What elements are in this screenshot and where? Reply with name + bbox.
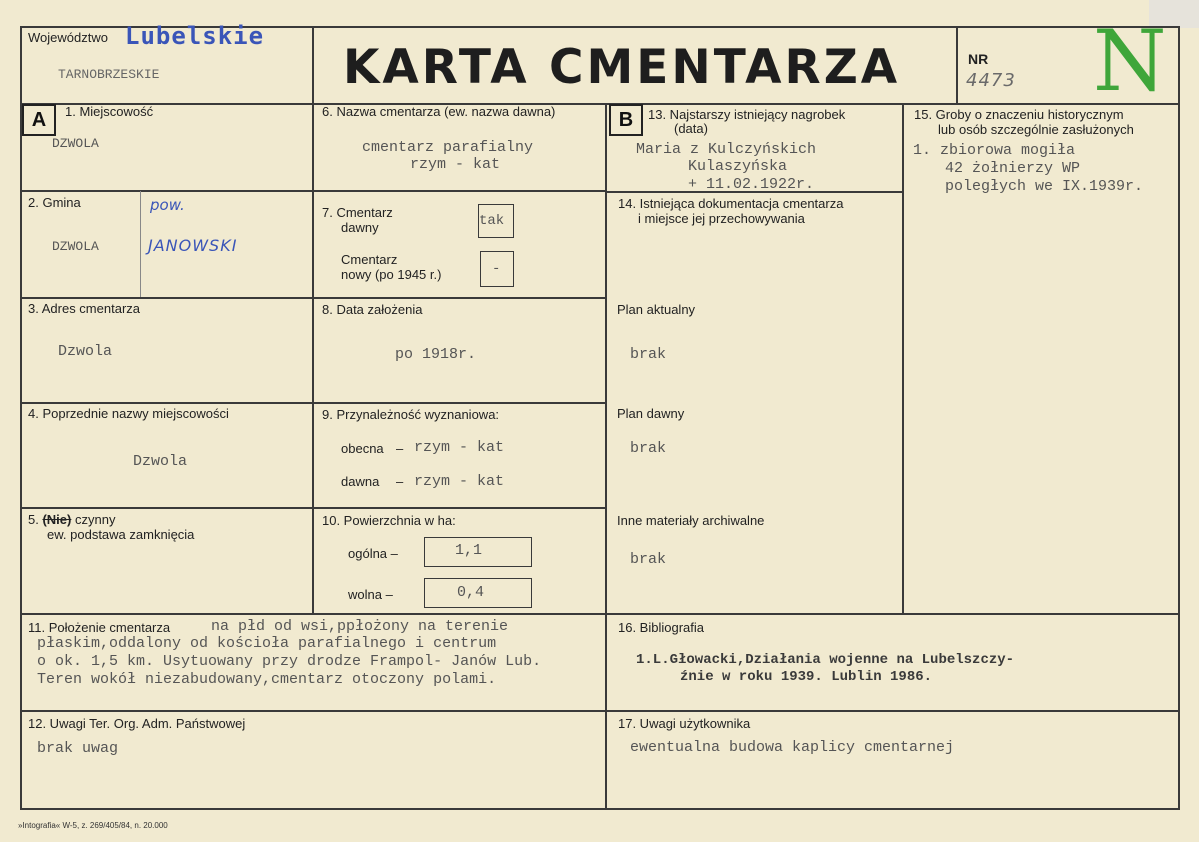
f15-line2: 42 żołnierzy WP [945,160,1081,177]
f9-dash2: – [396,474,404,489]
f6-line1: cmentarz parafialny [362,139,534,156]
f10-wolna-value: 0,4 [457,584,485,601]
f9-dash1: – [396,441,404,456]
wojewodztwo-label: Województwo [28,30,108,45]
divider-nr [956,26,958,104]
f7-nowy-box [480,251,514,287]
divider-h-header [20,103,1180,105]
f6-line2: rzym - kat [410,156,501,173]
f10-ogolna-value: 1,1 [455,542,483,559]
f14-inne-value: brak [630,551,667,568]
f14-plan-dawny-value: brak [630,440,667,457]
f15-line1: 1. zbiorowa mogiła [913,142,1076,159]
f15-line3: poległych we IX.1939r. [945,178,1144,195]
f16-line2: źnie w roku 1939. Lublin 1986. [680,669,933,685]
divider-h6 [20,613,1180,615]
f11-label: 11. Położenie cmentarza [28,620,171,635]
f10-ogolna-label: ogólna – [348,546,398,561]
printer-footer: »Intografia« W-5, z. 269/405/84, n. 20.000 [18,821,168,830]
f5-czynny: czynny [74,512,116,527]
f8-value: po 1918r. [395,346,477,363]
f4-value: Dzwola [133,453,188,470]
f10-wolna-label: wolna – [348,587,393,602]
divider-v3 [902,104,904,614]
f4-label: 4. Poprzednie nazwy miejscowości [28,406,229,421]
f15-label2: lub osób szczególnie zasłużonych [938,122,1134,137]
divider-v2 [605,104,607,810]
f5-line2: ew. podstawa zamknięcia [47,527,195,542]
f14-plan-dawny: Plan dawny [617,406,685,421]
f2-pow-value: JANOWSKI [148,236,238,255]
divider-h7 [20,710,1180,712]
divider-h3 [20,297,605,299]
f11-line2: płaskim,oddalony od kościoła parafialnego i centrum [37,635,497,652]
f7-label: 7. Cmentarz [322,205,393,220]
f7-nowy: nowy (po 1945 r.) [341,267,442,282]
f9-label: 9. Przynależność wyznaniowa: [322,407,500,422]
f14-inne: Inne materiały archiwalne [617,513,765,528]
wojewodztwo-stamp: Lubelskie [125,22,265,50]
f14-label2: i miejsce jej przechowywania [638,211,805,226]
border-bottom [20,808,1180,810]
f9-dawna-value: rzym - kat [414,473,505,490]
section-b-badge: B [609,104,643,136]
f12-label: 12. Uwagi Ter. Org. Adm. Państwowej [28,716,246,731]
f9-obecna-value: rzym - kat [414,439,505,456]
f2-value: DZWOLA [52,239,99,254]
f13-line3: + 11.02.1922r. [688,176,815,193]
f3-label: 3. Adres cmentarza [28,301,140,316]
divider-v1 [312,26,314,614]
f10-ogolna-box [424,537,532,567]
f17-value: ewentualna budowa kaplicy cmentarnej [630,739,955,756]
divider-h4 [20,402,605,404]
f16-line1: 1.L.Głowacki,Działania wojenne na Lubelszczy- [636,652,1015,668]
f9-obecna-label: obecna [341,441,384,456]
f17-label: 17. Uwagi użytkownika [618,716,751,731]
green-n-mark: N [1093,12,1167,110]
divider-h5 [20,507,605,509]
f10-label: 10. Powierzchnia w ha: [322,513,456,528]
f13-label2: (data) [674,121,708,136]
f7-nowy-value: - [492,261,501,277]
f8-label: 8. Data założenia [322,302,423,317]
nr-label: NR [968,51,989,67]
f15-label1: 15. Groby o znaczeniu historycznym [914,107,1124,122]
f2-pow-label: pow. [150,196,185,214]
f7-dawny-box [478,204,514,238]
f5-label [28,512,115,527]
f14-plan-aktualny: Plan aktualny [617,302,696,317]
f6-label: 6. Nazwa cmentarza (ew. nazwa dawna) [322,104,556,119]
f11-line4: Teren wokół niezabudowany,cmentarz otoczony polami. [37,671,497,688]
f3-value: Dzwola [58,343,113,360]
f14-label1: 14. Istniejąca dokumentacja cmentarza [618,196,844,211]
f2-label: 2. Gmina [28,195,81,210]
border-left [20,26,22,810]
region-typed: TARNOBRZESKIE [58,67,160,82]
divider-gmina [140,191,141,297]
f1-label: 1. Miejscowość [65,104,154,119]
f10-wolna-box [424,578,532,608]
f9-dawna-label: dawna [341,474,380,489]
divider-h2 [20,190,605,192]
f16-label: 16. Bibliografia [618,620,704,635]
f1-value: DZWOLA [52,136,99,151]
nr-value: 4473 [966,70,1016,91]
f11-line1: na płd od wsi,ppłożony na terenie [211,618,509,635]
f12-value: brak uwag [37,740,119,757]
f13-line1: Maria z Kulczyńskich [636,141,817,158]
f5-prefix: 5. [28,512,39,527]
f13-label1: 13. Najstarszy istniejący nagrobek [648,107,846,122]
f7-cmentarz2: Cmentarz [341,252,398,267]
f14-plan-aktualny-value: brak [630,346,667,363]
f11-line3: o ok. 1,5 km. Usytuowany przy drodze Frampol- Janów Lub. [37,653,542,670]
f7-dawny-value: tak [479,213,505,229]
page-title: KARTA CMENTARZA [343,40,901,95]
border-right [1178,26,1180,810]
f7-dawny: dawny [341,220,379,235]
section-a-badge: A [22,104,56,136]
f5-nie: (Nie) [42,512,72,527]
f13-line2: Kulaszyńska [688,158,788,175]
